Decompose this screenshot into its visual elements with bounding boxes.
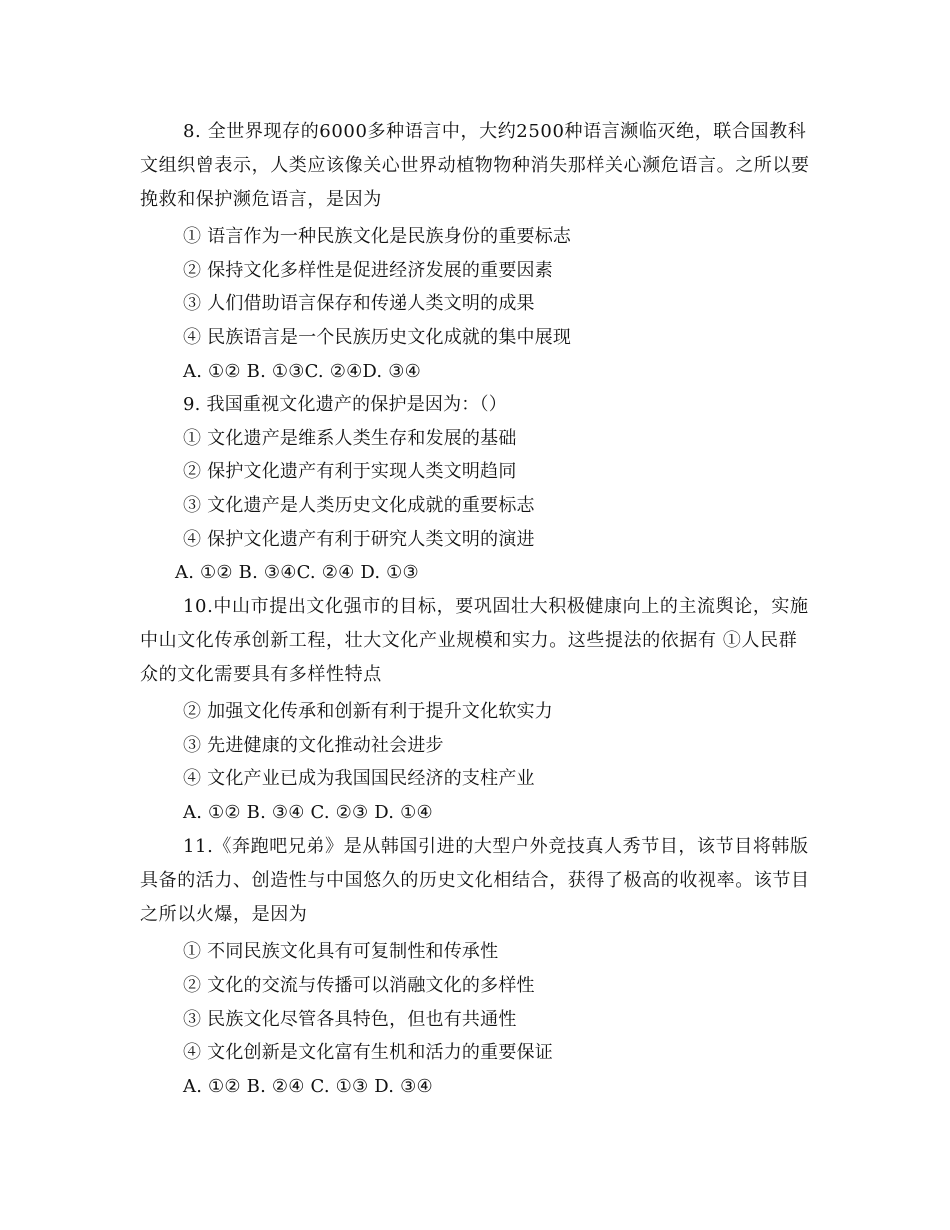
question-9-option-1: ① 文化遗产是维系人类生存和发展的基础 [183,428,517,449]
question-10-answers: A. ①② B. ③④ C. ②③ D. ①④ [183,802,433,823]
question-8-stem: 8. 全世界现存的6000多种语言中，大约2500种语言濒临灭绝，联合国教科文组织曾表示，人类应该像关心世界动植物物种消失那样关心濒危语言。之所以要挽救和保护濒危语言，是因为 [140,121,810,210]
question-11-answers: A. ①② B. ②④ C. ①③ D. ③④ [183,1076,433,1097]
question-9-option-2: ② 保护文化遗产有利于实现人类文明趋同 [183,461,517,482]
question-11-option-2: ② 文化的交流与传播可以消融文化的多样性 [183,975,535,996]
question-8-option-3: ③ 人们借助语言保存和传递人类文明的成果 [183,293,535,314]
question-8-option-2: ② 保持文化多样性是促进经济发展的重要因素 [183,260,553,281]
question-9-stem: 9. 我国重视文化遗产的保护是因为：（） [183,394,507,415]
question-10-option-4: ④ 文化产业已成为我国国民经济的支柱产业 [183,768,535,789]
question-10-option-2: ② 加强文化传承和创新有利于提升文化软实力 [183,701,553,722]
question-11-stem: 11.《奔跑吧兄弟》是从韩国引进的大型户外竞技真人秀节目，该节目将韩版具备的活力、创造性与中国悠久的历史文化相结合，获得了极高的收视率。该节目之所以火爆，是因为 [140,836,810,925]
question-11-option-4: ④ 文化创新是文化富有生机和活力的重要保证 [183,1042,553,1063]
question-9-option-3: ③ 文化遗产是人类历史文化成就的重要标志 [183,495,535,516]
question-8-option-4: ④ 民族语言是一个民族历史文化成就的集中展现 [183,327,572,348]
question-10-stem: 10.中山市提出文化强市的目标，要巩固壮大积极健康向上的主流舆论，实施中山文化传承创新工程，壮大文化产业规模和实力。这些提法的依据有 ①人民群众的文化需要具有多样性特点 [140,596,809,685]
question-11-option-1: ① 不同民族文化具有可复制性和传承性 [183,941,499,962]
question-9-option-4: ④ 保护文化遗产有利于研究人类文明的演进 [183,529,535,550]
question-10-option-3: ③ 先进健康的文化推动社会进步 [183,735,444,756]
question-8-option-1: ① 语言作为一种民族文化是民族身份的重要标志 [183,226,572,247]
question-9-answers: A. ①② B. ③④C. ②④ D. ①③ [175,562,419,583]
question-8-answers: A. ①② B. ①③C. ②④D. ③④ [183,361,421,382]
question-11-option-3: ③ 民族文化尽管各具特色，但也有共通性 [183,1009,517,1030]
